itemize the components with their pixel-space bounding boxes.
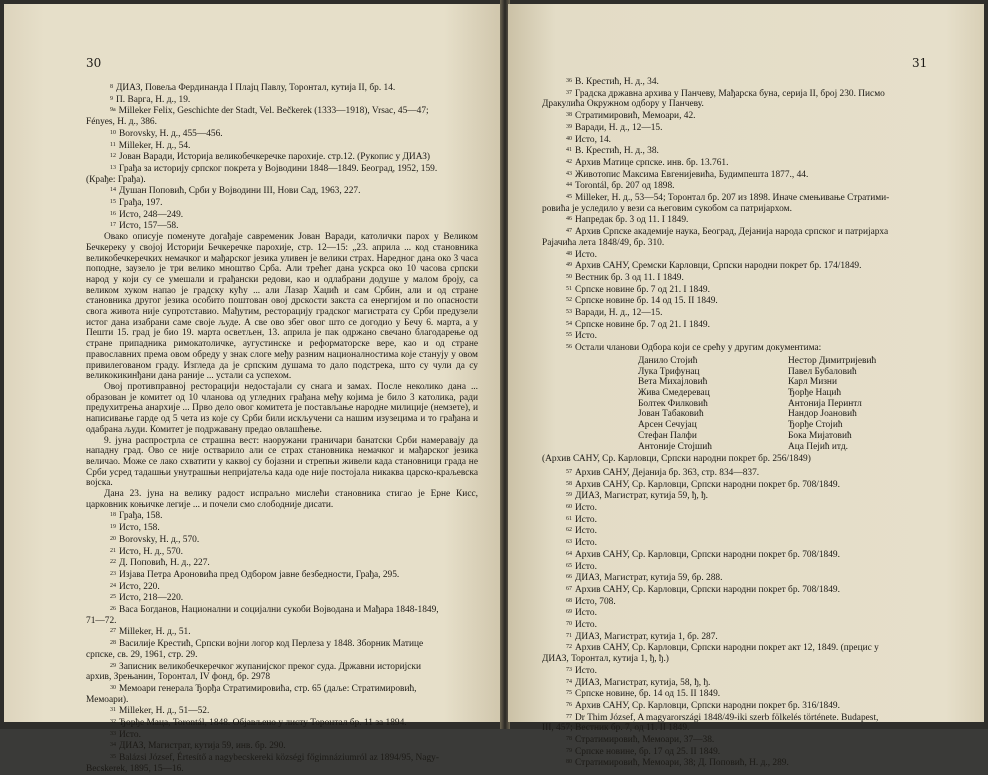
committee-member: Арсен Сечујац: [638, 420, 697, 431]
footnote-32: [86, 717, 478, 729]
body-text-left: [86, 232, 478, 510]
footnote-number: 42: [566, 158, 572, 165]
footnote-number: 48: [566, 250, 572, 257]
footnote-63: [542, 537, 942, 549]
footnote-text: Исто.: [575, 561, 597, 572]
footnote-41: [542, 145, 942, 157]
footnote-text: III, 457; Вестник бр. 7, од 11. II 1849.: [542, 723, 690, 734]
footnote-text: Becskerek, 1895, 15—16.: [86, 763, 184, 774]
footnote-text: Стратимировић, Мемоари, 38; Д. Поповић, Н. д., 289.: [575, 758, 789, 769]
footnote-text: Стратимировић, Мемоари, 42.: [575, 111, 696, 122]
footnote-text: Исто, 220.: [119, 581, 160, 592]
footnote-text: ДИАЗ, Магистрат, кутија 59, бр. 288.: [575, 573, 723, 584]
footnotes-top-right: [542, 76, 942, 354]
footnote-text: Архив САНУ, Ср. Карловци, Српски народни покрет бр. 708/1849.: [575, 479, 840, 490]
footnote-53: [542, 307, 942, 319]
footnote-28: [86, 638, 478, 650]
footnote-text: Архив САНУ, Ср. Карловци, Српски народни покрет бр. 708/1849.: [575, 584, 840, 595]
footnote-text: Исто.: [575, 538, 597, 549]
footnote-text: Дракулића Окружном одбору у Панчеву.: [542, 99, 704, 110]
left-page-content: [86, 82, 478, 775]
footnote-number: 72: [566, 644, 572, 651]
footnote-text: Исто, 218—220.: [119, 593, 184, 604]
footnote-61: [542, 514, 942, 526]
footnote-text: Мемоари генерала Ђорђа Стратимировића, стр. 65 (даље: Стратимировић,: [119, 683, 417, 694]
footnote-number: 58: [566, 480, 572, 487]
footnote-number: 49: [566, 262, 572, 269]
footnote-number: 71: [566, 632, 572, 639]
footnote-number: 57: [566, 468, 572, 475]
footnote-number: 79: [566, 747, 572, 754]
footnote-number: 16: [110, 210, 116, 217]
footnote-number: 62: [566, 527, 572, 534]
footnote-text: Milleker, Н. д., 53—54; Торонтал бр. 207 из 1898. Иначе смењивање Стратими-: [575, 193, 890, 204]
footnotes-bottom-right: [542, 467, 942, 769]
footnote-59: [542, 490, 942, 502]
footnote-number: 64: [566, 550, 572, 557]
footnote-number: 67: [566, 585, 572, 592]
footnote-number: 46: [566, 216, 572, 223]
footnote-number: 50: [566, 273, 572, 280]
footnote-number: 44: [566, 182, 572, 189]
footnote-number: 52: [566, 297, 572, 304]
footnote-24: [86, 581, 478, 593]
footnote-9a: [86, 105, 478, 117]
footnote-continuation: [86, 764, 478, 775]
footnote-80: [542, 757, 942, 769]
footnote-text: Остали чланови Одбора који се срећу у другим документима:: [575, 343, 822, 354]
page-number-right: 31: [912, 56, 928, 70]
footnote-number: 10: [110, 129, 116, 136]
footnote-number: 61: [566, 515, 572, 522]
footnote-text: Српске новине бр. 7 од 21. I 1849.: [575, 319, 710, 330]
committee-member: Антоније Стојшић: [638, 441, 712, 452]
footnote-62: [542, 525, 942, 537]
footnote-text: Исто.: [575, 503, 597, 514]
footnote-text: Исто, 708.: [575, 596, 616, 607]
footnote-text: Српске новине бр. 7 од 21. I 1849.: [575, 284, 710, 295]
footnote-58: [542, 479, 942, 491]
footnote-17: [86, 220, 478, 232]
footnote-27: [86, 626, 478, 638]
footnote-43: [542, 169, 942, 181]
footnote-number: 20: [110, 535, 116, 542]
footnote-text: ДИАЗ, Магистрат, кутија 59, ђ, ђ.: [575, 491, 708, 502]
footnote-text: Стратимировић, Мемоари, 37—38.: [575, 735, 715, 746]
footnote-text: Исто, 158.: [119, 523, 160, 534]
body-paragraph: 9. јуна распрострла се страшна вест: наоружани граничари банатски Срби намеравају да нападну град. Ово се није остварило али се страх становника немачког и мађарског језика величао. Може се лако схватити у каквој су бојазни и стрепњи живели када становници града не Срби усред тадашњи унутрашњи непријатеља када оде није постојала никаква царско-краљевска војска.: [86, 435, 478, 489]
footnote-74: [542, 677, 942, 689]
footnote-66: [542, 572, 942, 584]
footnote-22: [86, 557, 478, 569]
footnote-text: Архив САНУ, Дејанија бр. 363, стр. 834—837.: [575, 467, 760, 478]
footnote-number: 12: [110, 153, 116, 160]
footnote-16: [86, 209, 478, 221]
footnote-text: П. Варга, Н. д., 19.: [116, 94, 191, 105]
footnote-number: 18: [110, 512, 116, 519]
footnote-continuation: [542, 99, 942, 110]
footnote-number: 23: [110, 570, 116, 577]
footnote-13: [86, 163, 478, 175]
footnote-text: Исто.: [575, 331, 597, 342]
footnote-number: 31: [110, 707, 116, 714]
footnote-continuation: [542, 654, 942, 665]
footnote-text: Јован Варади, Историја великобечкеречке парохије. стр.12. (Рукопис у ДИАЗ): [119, 152, 431, 163]
footnote-continuation: [86, 616, 478, 627]
footnote-number: 77: [566, 713, 572, 720]
footnote-number: 38: [566, 112, 572, 119]
body-paragraph: Овој противправној ресторацији недостајали су снага и замах. После неколико дана ... образован је комитет од 10 чланова од угледних грађана међу којима је било 3 католика, ради предухитрења анархије ... Прво дело овог комитета је постављање народне милиције (немзете), и написивање гарде од 5 чета из које су Срби били искључени са нашим изузецима и то грађана и одабрана људи. Комитет је подржавану предао овлашћење.: [86, 381, 478, 435]
footnote-text: Torontál, бр. 207 од 1898.: [575, 181, 675, 192]
footnote-number: 32: [110, 719, 116, 726]
footnote-text: Borovsky, Н. д., 455—456.: [119, 128, 223, 139]
footnote-number: 73: [566, 666, 572, 673]
footnote-75: [542, 688, 942, 700]
footnote-38: [542, 110, 942, 122]
footnote-text: Milleker Felix, Geschichte der Stadt, Vel. Bečkerek (1333—1918), Vrsac, 45—47;: [118, 106, 429, 117]
footnote-number: 45: [566, 194, 572, 201]
committee-member: Лука Трифунац: [638, 366, 700, 377]
footnote-text: Архив Матице српске. инв. бр. 13.761.: [575, 157, 729, 168]
footnote-text: Вестник бр. 3 од 11. I 1849.: [575, 272, 684, 283]
committee-member: Стефан Палфи: [638, 430, 697, 441]
footnote-text: Milleker, Н. д., 54.: [118, 140, 191, 151]
footnote-text: Исто.: [575, 620, 597, 631]
footnote-15: [86, 197, 478, 209]
footnote-number: 33: [110, 730, 116, 737]
left-page: [4, 4, 504, 774]
footnote-text: В. Крестић, Н. д., 38.: [575, 146, 659, 157]
footnote-19: [86, 522, 478, 534]
footnote-text: ДИАЗ, Магистрат, кутија 59, инв. бр. 290.: [119, 741, 286, 752]
footnote-number: 54: [566, 320, 572, 327]
footnote-text: Исто.: [575, 608, 597, 619]
footnote-number: 8: [110, 84, 113, 90]
footnote-text: Рајачића лета 1848/49, бр. 310.: [542, 237, 665, 248]
footnote-37: [542, 88, 942, 100]
footnote-number: 68: [566, 597, 572, 604]
footnote-number: 55: [566, 332, 572, 339]
committee-member: Јован Табаковић: [638, 409, 704, 420]
footnote-text: Животопис Максима Евгенијевића, Будимпешта 1877., 44.: [575, 169, 809, 180]
committee-member: Нестор Димитријевић: [788, 355, 877, 366]
footnote-text: Грађа за историју српског покрета у Војводини 1848—1849. Београд, 1952, 159.: [119, 163, 438, 174]
footnote-text: (Крађе: Грађа).: [86, 174, 146, 185]
committee-member: Нандор Јоановић: [788, 409, 857, 420]
footnote-number: 70: [566, 621, 572, 628]
footnotes-bottom-left: [86, 510, 478, 774]
footnote-text: Српске новине бр. 14 од 15. II 1849.: [575, 296, 718, 307]
footnote-text: ДИАЗ, Повеља Фердинанда I Плајц Павлу, Торонтал, кутија II, бр. 14.: [116, 83, 396, 93]
committee-member: Карл Мизни: [788, 377, 837, 388]
page-number-left: 30: [86, 56, 102, 70]
footnote-number: 47: [566, 228, 572, 235]
footnote-45: [542, 192, 942, 204]
footnote-49: [542, 260, 942, 272]
footnote-54: [542, 319, 942, 331]
footnote-46: [542, 214, 942, 226]
footnote-73: [542, 665, 942, 677]
footnote-number: 56: [566, 344, 572, 351]
footnote-text: Borovsky, Н. д., 570.: [119, 534, 200, 545]
committee-member: Аца Пејић итд.: [788, 441, 848, 452]
footnote-30: [86, 683, 478, 695]
footnote-number: 9a: [110, 107, 116, 114]
footnote-56: [542, 342, 942, 354]
footnote-number: 63: [566, 539, 572, 546]
footnote-continuation: [542, 204, 942, 215]
footnote-71: [542, 631, 942, 643]
footnote-33: [86, 729, 478, 741]
footnotes-top-left: [86, 82, 478, 232]
footnote-76: [542, 700, 942, 712]
footnote-number: 30: [110, 684, 116, 691]
footnote-number: 9: [110, 95, 113, 102]
footnote-text: Архив Српске академије наука, Београд, Дејанија народа српског и патријарха: [575, 227, 889, 238]
footnote-number: 24: [110, 582, 116, 589]
footnote-number: 59: [566, 492, 572, 499]
footnote-20: [86, 534, 478, 546]
footnote-text: Архив САНУ, Ср. Карловци, Српски народни покрет акт 12, 1849. (прецис у: [575, 643, 879, 654]
footnote-number: 65: [566, 562, 572, 569]
footnote-number: 28: [110, 640, 116, 647]
footnote-text: српске, св. 29, 1961, стр. 29.: [86, 649, 198, 660]
footnote-text: Варади, Н. д., 12—15.: [575, 122, 663, 133]
footnote-number: 36: [566, 78, 572, 84]
footnote-text: Milleker, Н. д., 51.: [119, 627, 191, 638]
footnote-text: Balázsi József, Értesítő a nagybecskereki községi főgimnáziumról az 1894/95, Nagy-: [119, 753, 439, 764]
footnote-number: 43: [566, 170, 572, 177]
footnote-number: 11: [110, 141, 116, 148]
footnote-55: [542, 330, 942, 342]
committee-member: Жива Смедеревац: [638, 387, 710, 398]
footnote-continuation: [542, 723, 942, 734]
footnote-12: [86, 151, 478, 163]
footnote-text: Српске новине, бр. 14 од 15. II 1849.: [575, 689, 721, 700]
footnote-number: 17: [110, 222, 116, 229]
committee-member: Болтек Филковић: [638, 398, 708, 409]
footnote-number: 27: [110, 628, 116, 635]
footnote-text: Исто, 14.: [575, 134, 611, 145]
footnote-42: [542, 157, 942, 169]
footnote-continuation: [86, 695, 478, 706]
footnote-number: 39: [566, 123, 572, 130]
footnote-39: [542, 122, 942, 134]
committee-member: Павел Бубаловић: [788, 366, 857, 377]
footnote-72: [542, 642, 942, 654]
archive-note: (Архив САНУ, Ср. Карловци, Српски народни покрет бр. 256/1849): [542, 454, 811, 465]
body-paragraph: Овако описује поменуте догађаје савременик Јован Варади, католички парох у Великом Бечкереку у својој Историји Бечкеречке парохије, стр. 12—15: „23. априла ... код становника великобечкеречких немачког и мађарског језика уливен је велики страх. Нaредног дана око 3 часа поподне, заузело је три велико мноштво Срба. Али трећег дана ускрса око 10 часова српски народ у који су се умешали и грађански редови, као и одлабрани додуше у малом броју, са великом хуком напао је градску кућу ... али Лазар Хаџић и сам Србин, али и од стране становника другог језика особито поштован овој дрскости закста са енергијом и по опасности свога живота није супротставио. Мађутим, ресторацију градског магистрата су Срби предузели истог дана изабрани саме своје људе. А све ово збег овог што се догодио у Бечу 6. марта, а у Пешти 15. град је био 19. марта осветљен, 13. априла је пак одржано свечано благодарење од стране припадника римокатоличке, аугустинске и реформаторске вере, као и од стране православних према овом обреду у знак слоге међу разним националностима које станују у овом привилегованом граду. Изгледа да је српским душама то дало подстрека, што су чули да су великокикинђани дана раније ... устали са успехом.: [86, 232, 478, 382]
footnote-51: [542, 284, 942, 296]
footnote-number: 75: [566, 690, 572, 697]
footnote-number: 66: [566, 574, 572, 581]
footnote-number: 40: [566, 135, 572, 142]
footnote-44: [542, 180, 942, 192]
footnote-text: Исто.: [575, 514, 597, 525]
footnote-text: Архив САНУ, Ср. Карловци, Српски народни покрет бр. 708/1849.: [575, 549, 840, 560]
footnote-text: Грађа, 197.: [119, 198, 163, 209]
body-paragraph: Дана 23. јуна на велику радост испраљно мислећи становника стигао је Ернe Кисс, царковник коњичке легије ... и почели смо слободније дисати.: [86, 489, 478, 510]
footnote-text: Ђорђе Маца, Torontál, 1848. Објављено у листу Торонтал бр. 11 за 1894.: [119, 718, 407, 729]
footnote-text: Исто.: [575, 665, 597, 676]
footnote-number: 78: [566, 736, 572, 743]
footnote-text: Напредак бр. 3 од 11. I 1849.: [575, 215, 689, 226]
footnote-text: Градска државна архива у Панчеву, Мађарска буна, серија II, број 230. Писмо: [575, 88, 885, 99]
footnote-number: 60: [566, 504, 572, 511]
footnote-text: Грађа, 158.: [119, 511, 163, 522]
footnote-text: Српске новине, бр. 17 од 25. II 1849.: [575, 746, 721, 757]
footnote-number: 21: [110, 547, 116, 554]
footnote-number: 80: [566, 759, 572, 766]
footnote-text: Архив САНУ, Сремски Карловци, Српски народни покрет бр. 174/1849.: [575, 261, 862, 272]
footnote-78: [542, 734, 942, 746]
footnote-number: 41: [566, 147, 572, 154]
footnote-number: 14: [110, 187, 116, 194]
footnote-number: 26: [110, 606, 116, 613]
footnote-25: [86, 592, 478, 604]
footnote-continuation: [86, 672, 478, 683]
footnote-number: 29: [110, 662, 116, 669]
footnote-57: [542, 467, 942, 479]
footnote-text: Архив САНУ, Ср. Карловци, Српски народни покрет бр. 316/1849.: [575, 700, 840, 711]
footnote-50: [542, 272, 942, 284]
footnote-text: ровића је уследило у вези са његовим сукобом са патријархом.: [542, 203, 792, 214]
footnote-continuation: [542, 238, 942, 249]
footnote-47: [542, 226, 942, 238]
footnote-text: Исто, Н. д., 570.: [119, 546, 183, 557]
footnote-52: [542, 295, 942, 307]
footnote-29: [86, 661, 478, 673]
footnote-text: Исто, 157—58.: [119, 221, 179, 232]
footnote-10: [86, 128, 478, 140]
footnote-text: Мемоари).: [86, 694, 129, 705]
footnote-text: Исто.: [575, 526, 597, 537]
footnote-79: [542, 746, 942, 758]
footnote-36: [542, 76, 942, 88]
footnote-number: 74: [566, 678, 572, 685]
footnote-continuation: [86, 117, 478, 128]
committee-members-list: [542, 356, 942, 452]
right-page: [508, 4, 984, 769]
committee-member: Вета Михајловић: [638, 377, 708, 388]
footnote-8: [86, 82, 478, 94]
footnote-text: ДИАЗ, Магистрат, кутија 1, бр. 287.: [575, 631, 718, 642]
footnote-number: 13: [110, 164, 116, 171]
footnote-text: Исто.: [119, 729, 141, 740]
committee-member: Бока Мијатовић: [788, 430, 852, 441]
footnote-21: [86, 546, 478, 558]
footnote-number: 51: [566, 285, 572, 292]
footnote-26: [86, 604, 478, 616]
committee-member: Антонија Перинтл: [788, 398, 862, 409]
footnote-text: ДИАЗ, Торонтал, кутија 1, ђ, ђ.): [542, 654, 669, 665]
footnote-text: Д. Поповић, Н. д., 227.: [119, 558, 210, 569]
footnote-number: 76: [566, 701, 572, 708]
footnote-number: 69: [566, 609, 572, 616]
footnote-60: [542, 502, 942, 514]
footnote-23: [86, 569, 478, 581]
committee-member: Данило Стојић: [638, 355, 698, 366]
footnote-text: архив, Зрењанин, Торонтал, IV фонд, бр. 2978: [86, 672, 271, 683]
footnote-67: [542, 584, 942, 596]
footnote-40: [542, 134, 942, 146]
committee-member: Ђорђе Нацић: [788, 387, 842, 398]
footnote-18: [86, 510, 478, 522]
footnote-text: Milleker, Н. д., 51—52.: [119, 706, 210, 717]
footnote-number: 15: [110, 199, 116, 206]
footnote-text: Dr Thim József, A magyarországi 1848/49-iki szerb fölkelés története. Budapest,: [575, 712, 879, 723]
footnote-text: Васа Богданов, Национални и социјални сукоби Војводана и Мађара 1848-1849,: [119, 605, 439, 616]
footnote-35: [86, 752, 478, 764]
footnote-text: Изјава Петра Ароновића пред Одбором јавне безбедности, Грађа, 295.: [119, 569, 400, 580]
footnote-number: 22: [110, 559, 116, 566]
footnote-65: [542, 561, 942, 573]
footnote-text: Исто, 248—249.: [119, 209, 184, 220]
footnote-68: [542, 596, 942, 608]
footnote-48: [542, 249, 942, 261]
footnote-11: [86, 140, 478, 152]
footnote-number: 19: [110, 524, 116, 531]
footnote-number: 53: [566, 309, 572, 316]
footnote-77: [542, 712, 942, 724]
footnote-text: ДИАЗ, Магистрат, кутија, 58, ђ, ђ.: [575, 677, 711, 688]
footnote-text: Василије Крестић, Српски војни логор код Перлеза у 1848. Зборник Матице: [119, 639, 424, 650]
footnote-number: 25: [110, 594, 116, 601]
footnote-text: Fényes, Н. д., 386.: [86, 117, 157, 128]
committee-member: Ђорђе Стојић: [788, 420, 843, 431]
footnote-number: 37: [566, 89, 572, 96]
footnote-text: В. Крестић, Н. д., 34.: [575, 77, 659, 87]
footnote-text: Исто.: [575, 249, 597, 260]
right-page-content: [542, 76, 942, 769]
footnote-text: Душан Поповић, Срби у Војводини III, Нови Сад, 1963, 227.: [119, 186, 361, 197]
footnote-number: 34: [110, 742, 116, 749]
footnote-14: [86, 185, 478, 197]
footnote-continuation: [86, 175, 478, 186]
footnote-continuation: [86, 650, 478, 661]
footnote-31: [86, 705, 478, 717]
footnote-9: [86, 94, 478, 106]
footnote-number: 35: [110, 754, 116, 761]
footnote-text: Варади, Н. д., 12—15.: [575, 308, 663, 319]
footnote-text: Записник великобечкеречког жупанијског преког суда. Државни историјски: [119, 661, 421, 672]
footnote-text: 71—72.: [86, 615, 117, 626]
footnote-34: [86, 740, 478, 752]
footnote-64: [542, 549, 942, 561]
footnote-69: [542, 607, 942, 619]
footnote-70: [542, 619, 942, 631]
